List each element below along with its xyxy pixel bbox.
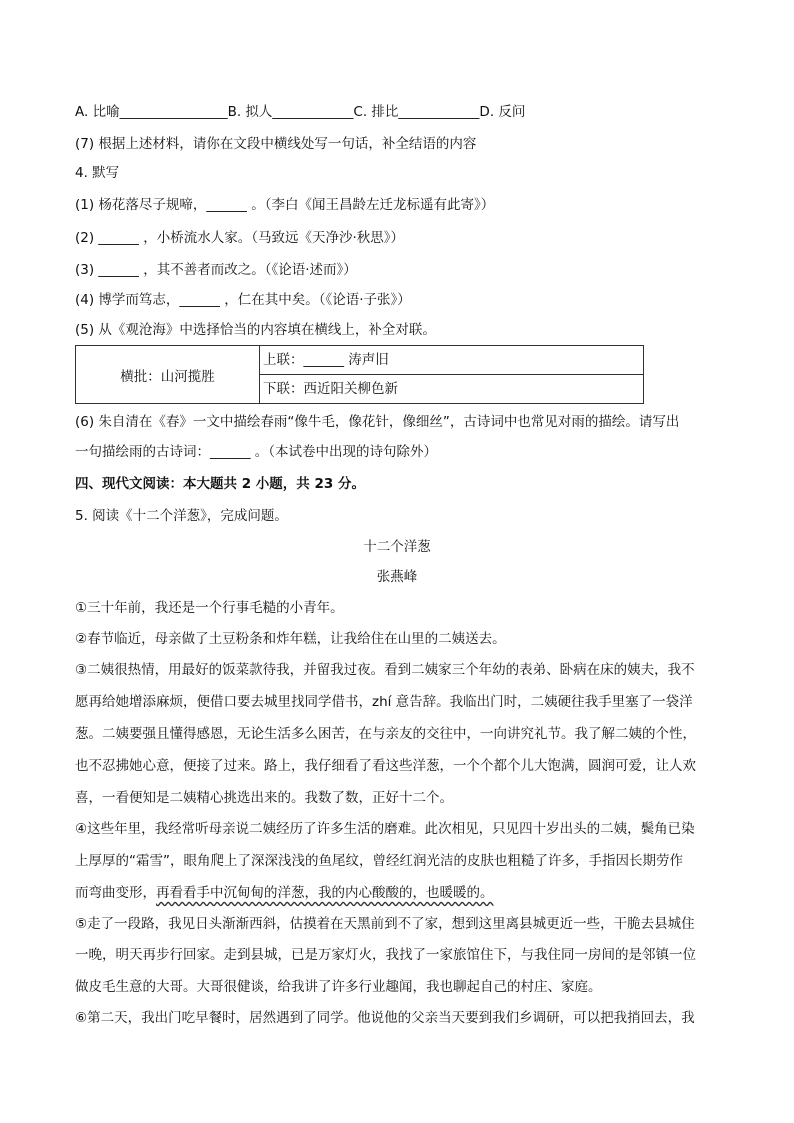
question-4-6-line1: (6) 朱自清在《春》一文中描绘春雨“像牛毛，像花针，像细丝”，古诗词中也常见对雨的描绘。请写出 [75,414,680,430]
question-4-3: (3) ______ ，其不善者而改之。（《论语·述而》） [75,262,357,278]
paragraph-5-line3: 做皮毛生意的大哥。大哥很健谈，给我讲了许多行业趣闻，我也聊起自己的村庄、家庭。 [75,979,602,995]
paragraph-4-line3 [75,883,725,903]
paragraph-1: ①三十年前，我还是一个行事毛糙的小青年。 [75,600,344,616]
paragraph-5-line2: 一晚，明天再步行回家。走到县城，已是万家灯火，我找了一家旅馆住下，与我住同一房间的是邻镇一位 [75,947,696,963]
question-4-heading: 4. 默写 [75,165,120,181]
couplet-upper: 上联：______ 涛声旧 [260,346,643,375]
couplet-table [75,345,644,404]
wavy-underlined-sentence: 再看看手中沉甸甸的洋葱，我的内心酸酸的，也暖暖的。 [156,885,494,901]
paragraph-4-line2: 上厚厚的“霜雪”，眼角爬上了深深浅浅的鱼尾纹，曾经红润光洁的皮肤也粗糙了许多，手指因长期劳作 [75,853,683,869]
couplet-lower: 下联：西近阳关柳色新 [263,381,398,397]
paragraph-4-line3-plain: 而弯曲变形， [75,885,156,901]
paragraph-3-line2: 愿再给她增添麻烦，便借口要去城里找同学借书，zhí 意告辞。我临出门时，二姨硬往我手里塞了一袋洋 [75,694,693,710]
paragraph-2: ②春节临近，母亲做了土豆粉条和炸年糕，让我给住在山里的二姨送去。 [75,631,506,647]
paragraph-4-line1: ④这些年里，我经常听母亲说二姨经历了许多生活的磨难。此次相见，只见四十岁出头的二姨，鬓角已染 [75,821,695,837]
question-5: 5. 阅读《十二个洋葱》，完成问题。 [75,508,288,524]
paragraph-3-line5: 喜，一看便知是二姨精心挑选出来的。我数了数，正好十二个。 [75,790,453,806]
paragraph-5-line1: ⑤走了一段路，我见日头渐渐西斜，估摸着在天黑前到不了家，想到这里离县城更近一些，干脆去县城住 [75,916,695,932]
question-4-1: (1) 杨花落尽子规啼，______ 。（李白《闻王昌龄左迁龙标遥有此寄》） [75,197,495,213]
options-line: A. 比喻________________B. 拟人____________C. 排比____________D. 反问 [75,104,526,120]
question-4-5: (5) 从《观沧海》中选择恰当的内容填在横线上，补全对联。 [75,322,436,338]
couplet-horizontal: 横批：山河揽胜 [76,346,260,404]
question-4-4: (4) 博学而笃志，______ ，仁在其中矣。（《论语·子张》） [75,292,411,308]
paragraph-3-line4: 也不忍拂她心意，便接了过来。路上，我仔细看了看这些洋葱，一个个都个儿大饱满，圆润可爱，让人欢 [75,758,696,774]
question-4-6-line2: 一句描绘雨的古诗词：______ 。（本试卷中出现的诗句除外） [75,444,438,460]
article-title: 十二个洋葱 [363,539,431,555]
question-4-2: (2) ______ ，小桥流水人家。（马致远《天净沙·秋思》） [75,230,404,246]
section-4-heading: 四、现代文阅读：本大题共 2 小题，共 23 分。 [75,476,365,492]
question-7: (7) 根据上述材料，请你在文段中横线处写一句话，补全结语的内容 [75,136,477,152]
paragraph-6-line1: ⑥第二天，我出门吃早餐时，居然遇到了同学。他说他的父亲当天要到我们乡调研，可以把我捎回去，我 [75,1010,695,1026]
article-author: 张燕峰 [376,569,418,585]
paragraph-3-line3: 葱。二姨要强且懂得感恩，无论生活多么困苦，在与亲友的交往中，一向讲究礼节。我了解二姨的个性， [75,726,696,742]
paragraph-3-line1: ③二姨很热情，用最好的饭菜款待我，并留我过夜。看到二姨家三个年幼的表弟、卧病在床的姨夫，我不 [75,662,695,678]
